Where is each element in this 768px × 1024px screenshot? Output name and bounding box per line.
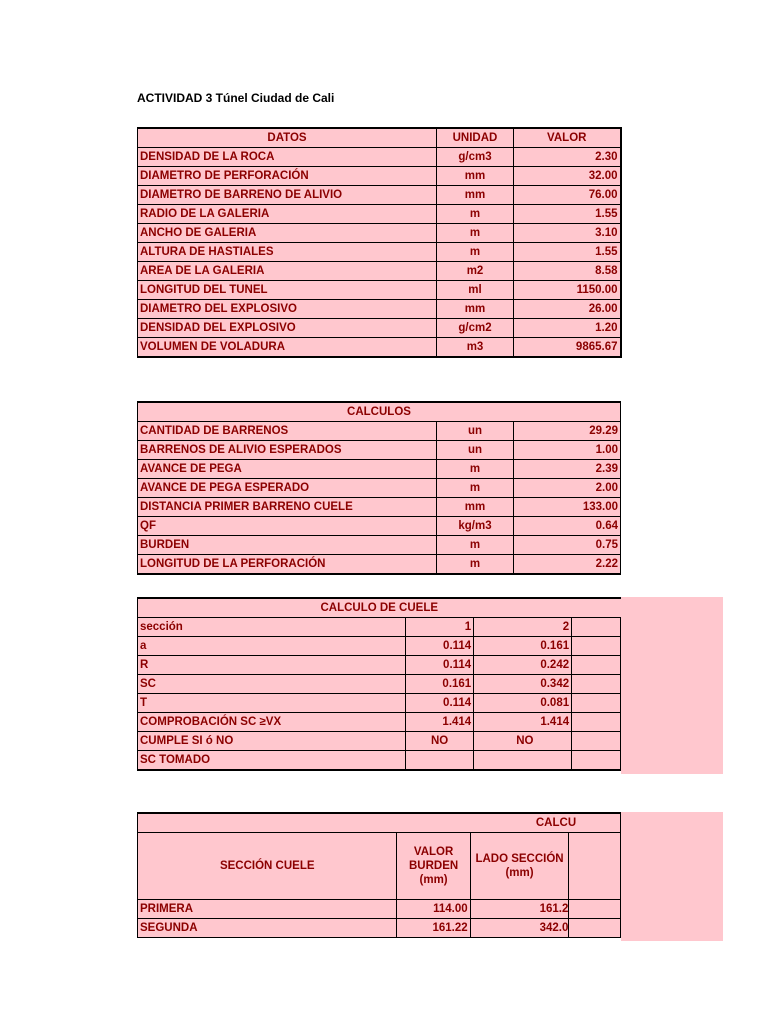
datos-unit: g/cm3 (437, 148, 514, 167)
datos-value: 1150.00 (514, 281, 621, 300)
table-row (138, 555, 621, 575)
table-row (138, 338, 621, 358)
datos-value: 26.00 (514, 300, 621, 319)
cuele-v2: NO (474, 732, 572, 751)
seccion-lado: 342.0 (470, 919, 569, 938)
table-row (138, 460, 621, 479)
datos-label: DENSIDAD DE LA ROCA (138, 148, 437, 167)
cuele-v1: 1.414 (405, 713, 473, 732)
table-row (138, 751, 621, 771)
table-row (138, 919, 621, 938)
calculos-unit: m (437, 479, 514, 498)
cuele-v1: 0.161 (405, 675, 473, 694)
table-row (138, 536, 621, 555)
cuele-v1: 1 (405, 618, 473, 637)
table-row (138, 262, 621, 281)
cuele-extra (572, 675, 621, 694)
datos-label: ANCHO DE GALERIA (138, 224, 437, 243)
datos-value: 8.58 (514, 262, 621, 281)
table-row (138, 656, 621, 675)
calculos-value: 2.00 (514, 479, 621, 498)
seccion-burden: 114.00 (397, 900, 470, 919)
datos-value: 1.20 (514, 319, 621, 338)
cuele-label: SC TOMADO (138, 751, 406, 771)
cuele-extra (572, 656, 621, 675)
table-row (138, 319, 621, 338)
seccion-header-row (138, 813, 621, 833)
seccion-header (535, 813, 621, 833)
cuele-v1: NO (405, 732, 473, 751)
seccion-label: PRIMERA (138, 900, 397, 919)
cuele-label: CUMPLE SI ó NO (138, 732, 406, 751)
cuele-label: T (138, 694, 406, 713)
calculos-label: BARRENOS DE ALIVIO ESPERADOS (138, 441, 437, 460)
datos-unit: g/cm2 (437, 319, 514, 338)
cuele-v2 (474, 751, 572, 771)
calculos-unit: m (437, 460, 514, 479)
datos-label: DENSIDAD DEL EXPLOSIVO (138, 319, 437, 338)
table-row (138, 243, 621, 262)
burden-col-label: VALOR BURDEN (mm) (397, 833, 470, 900)
cuele-label: R (138, 656, 406, 675)
table-row (138, 186, 621, 205)
seccion-lado: 161.2 (470, 900, 569, 919)
calculos-value: 2.39 (514, 460, 621, 479)
overflow-fill (621, 812, 723, 941)
datos-value: 1.55 (514, 243, 621, 262)
cuele-v2: 0.242 (474, 656, 572, 675)
datos-value: 3.10 (514, 224, 621, 243)
seccion-label: SEGUNDA (138, 919, 397, 938)
calculos-value: 0.64 (514, 517, 621, 536)
calculos-label: LONGITUD DE LA PERFORACIÓN (138, 555, 437, 575)
datos-label: VOLUMEN DE VOLADURA (138, 338, 437, 358)
datos-label: RADIO DE LA GALERIA (138, 205, 437, 224)
cuele-label: SC (138, 675, 406, 694)
calculos-value: 2.22 (514, 555, 621, 575)
seccion-header-spacer (138, 813, 569, 833)
table-row (138, 675, 621, 694)
table-row (138, 694, 621, 713)
table-row (138, 618, 621, 637)
cuele-label: sección (138, 618, 406, 637)
calculos-unit: kg/m3 (437, 517, 514, 536)
table-row (138, 713, 621, 732)
calculos-value: 1.00 (514, 441, 621, 460)
datos-value: 76.00 (514, 186, 621, 205)
datos-unit: m (437, 224, 514, 243)
table-row (138, 167, 621, 186)
cuele-extra (572, 751, 621, 771)
calculos-label: DISTANCIA PRIMER BARRENO CUELE (138, 498, 437, 517)
calculos-unit: m (437, 536, 514, 555)
datos-unit: m (437, 243, 514, 262)
table-row (138, 281, 621, 300)
cuele-clip (137, 597, 621, 777)
cuele-v2: 0.342 (474, 675, 572, 694)
calculos-value: 29.29 (514, 422, 621, 441)
cuele-extra (572, 618, 621, 637)
calculos-label: AVANCE DE PEGA (138, 460, 437, 479)
table-row (138, 422, 621, 441)
calculos-unit: mm (437, 498, 514, 517)
table-row (138, 300, 621, 319)
calculos-label: CANTIDAD DE BARRENOS (138, 422, 437, 441)
cuele-v2: 2 (474, 618, 572, 637)
datos-unit: mm (437, 167, 514, 186)
cuele-header-text: CALCULO DE CUELE (320, 602, 439, 614)
table-row (138, 637, 621, 656)
table-row (138, 441, 621, 460)
datos-unit: m3 (437, 338, 514, 358)
cuele-label: a (138, 637, 406, 656)
cuele-v1: 0.114 (405, 637, 473, 656)
cuele-extra (572, 694, 621, 713)
calculos-label: AVANCE DE PEGA ESPERADO (138, 479, 437, 498)
seccion-burden: 161.22 (397, 919, 470, 938)
calculos-header-row (138, 402, 621, 422)
seccion-col-label: SECCIÓN CUELE (138, 833, 397, 900)
cuele-v2: 1.414 (474, 713, 572, 732)
cuele-v1 (405, 751, 473, 771)
datos-unit: m (437, 205, 514, 224)
seccion-extra (569, 833, 621, 900)
cuele-extra (572, 732, 621, 751)
datos-value: 1.55 (514, 205, 621, 224)
datos-label: AREA DE LA GALERIA (138, 262, 437, 281)
datos-unit: mm (437, 300, 514, 319)
table-row (138, 148, 621, 167)
calculos-value: 0.75 (514, 536, 621, 555)
calculos-value: 133.00 (514, 498, 621, 517)
calculos-label: QF (138, 517, 437, 536)
datos-value: 2.30 (514, 148, 621, 167)
cuele-header (138, 598, 621, 618)
table-row (138, 517, 621, 536)
seccion-extra (569, 919, 621, 938)
table-row (138, 205, 621, 224)
cuele-header-row (138, 598, 621, 618)
table-row (138, 498, 621, 517)
overflow-fill (621, 597, 723, 774)
datos-value: 32.00 (514, 167, 621, 186)
calculos-unit: un (437, 441, 514, 460)
calculos-unit: un (437, 422, 514, 441)
datos-unit: ml (437, 281, 514, 300)
table-row (138, 732, 621, 751)
lado-col-label: LADO SECCIÓN (mm) (470, 833, 569, 900)
datos-label: DIAMETRO DE PERFORACIÓN (138, 167, 437, 186)
cuele-v2: 0.081 (474, 694, 572, 713)
seccion-extra (569, 900, 621, 919)
calculos-header: CALCULOS (138, 402, 621, 422)
datos-unit: mm (437, 186, 514, 205)
datos-header-row (138, 128, 621, 148)
datos-label: DIAMETRO DE BARRENO DE ALIVIO (138, 186, 437, 205)
datos-value: 9865.67 (514, 338, 621, 358)
datos-label: LONGITUD DEL TUNEL (138, 281, 437, 300)
seccion-clip (137, 812, 621, 944)
unidad-header: UNIDAD (437, 128, 514, 148)
table-row (138, 224, 621, 243)
datos-unit: m2 (437, 262, 514, 281)
cuele-v2: 0.161 (474, 637, 572, 656)
seccion-table (137, 812, 621, 938)
seccion-header-text: CALCU (535, 817, 577, 829)
cuele-v1: 0.114 (405, 656, 473, 675)
cuele-extra (572, 637, 621, 656)
datos-header: DATOS (138, 128, 437, 148)
datos-label: DIAMETRO DEL EXPLOSIVO (138, 300, 437, 319)
valor-header: VALOR (514, 128, 621, 148)
datos-table (137, 127, 622, 358)
cuele-label: COMPROBACIÓN SC ≥VX (138, 713, 406, 732)
cuele-table (137, 597, 621, 771)
cuele-v1: 0.114 (405, 694, 473, 713)
table-row (138, 900, 621, 919)
calculos-table (137, 401, 621, 575)
calculos-unit: m (437, 555, 514, 575)
calculos-label: BURDEN (138, 536, 437, 555)
datos-label: ALTURA DE HASTIALES (138, 243, 437, 262)
page-title: ACTIVIDAD 3 Túnel Ciudad de Cali (137, 91, 335, 105)
cuele-extra (572, 713, 621, 732)
table-row (138, 479, 621, 498)
seccion-col-header-row (138, 833, 621, 900)
